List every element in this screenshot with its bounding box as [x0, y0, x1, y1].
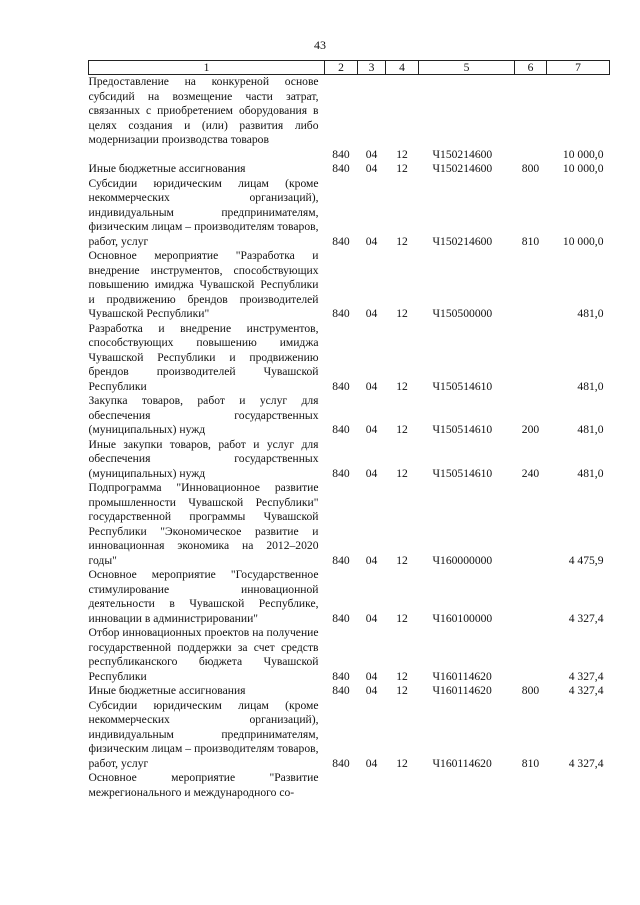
amount-cell	[547, 75, 610, 148]
target-article-cell: Ч160100000	[432, 611, 493, 625]
target-article-cell: Ч150214600	[432, 162, 493, 175]
item-name-cell: Основное мероприятие "Разработка и внедрение инструментов, способствующих повышению имиджа Чувашской Республики и продвижению брендов производителей Чувашской Республики"	[88, 249, 319, 320]
target-article-cell: Ч160000000	[432, 553, 493, 567]
subsection-code-cell: 12	[396, 553, 408, 567]
subsection-code-cell: 12	[396, 423, 408, 436]
subsection-code-cell: 12	[396, 162, 408, 175]
expense-type-cell: 800	[521, 684, 540, 697]
subsection-code-cell: 12	[396, 684, 408, 697]
section-code-cell: 04	[365, 234, 378, 248]
section-code-cell: 04	[365, 553, 378, 567]
amount-cell: 481,0	[577, 466, 604, 480]
section-code-cell: 04	[365, 147, 378, 161]
subsection-code-cell: 12	[396, 147, 408, 161]
expense-type-cell: 810	[521, 756, 540, 770]
ministry-code-cell: 840	[332, 307, 350, 320]
column-header-1: 1	[89, 61, 325, 75]
item-name-cell: Основное мероприятие "Развитие межрегионального и международного со-	[88, 771, 319, 799]
ministry-code-cell: 840	[332, 756, 350, 770]
section-code-cell: 04	[365, 466, 378, 480]
table-row	[89, 481, 610, 568]
section-code-cell: 04	[365, 684, 378, 697]
item-name-cell: Иные закупки товаров, работ и услуг для обеспечения государственных (муниципальных) нужд	[88, 437, 319, 480]
target-article-cell: Ч150514610	[432, 423, 493, 436]
expense-type-cell	[515, 75, 547, 148]
item-name-cell: Разработка и внедрение инструментов, способствующих повышению имиджа Чувашской Республики и продвижению брендов производителей Чувашской Республики	[88, 321, 319, 393]
section-code-cell: 04	[365, 669, 378, 683]
ministry-code-cell: 840	[332, 234, 350, 248]
item-name-cell: Иные бюджетные ассигнования	[88, 684, 246, 697]
expense-type-cell	[515, 771, 547, 800]
ministry-code-cell	[325, 771, 358, 800]
item-name-cell: Предоставление на конкуреной основе субсидий на возмещение части затрат, связанных с приобретением оборудования в целях создания и (или) развития либо модернизации производства товаров	[88, 75, 319, 146]
section-code-cell: 04	[365, 307, 378, 320]
subsection-code-cell	[386, 771, 419, 800]
section-code-cell: 04	[365, 611, 378, 625]
ministry-code-cell: 840	[332, 423, 350, 436]
expense-type-cell: 810	[521, 234, 540, 248]
expense-type-cell	[515, 249, 547, 322]
expense-type-cell: 240	[521, 466, 540, 480]
item-name-cell: Субсидии юридическим лицам (кроме некоммерческих организаций), индивидуальным предпринимателям, физическим лицам – производителям товаров, работ, услуг	[88, 698, 319, 770]
header-row	[89, 61, 610, 75]
table-row	[89, 148, 610, 163]
ministry-code-cell: 840	[332, 684, 350, 697]
table-row	[89, 626, 610, 684]
ministry-code-cell: 840	[332, 162, 350, 175]
column-header-4: 4	[386, 61, 419, 75]
ministry-code-cell: 840	[332, 379, 350, 393]
expense-type-cell	[515, 148, 547, 163]
subsection-code-cell: 12	[396, 756, 408, 770]
target-article-cell: Ч160114620	[432, 684, 492, 697]
amount-cell: 10 000,0	[562, 234, 604, 248]
expense-type-cell	[515, 626, 547, 684]
amount-cell: 4 327,4	[568, 684, 604, 697]
amount-cell: 4 327,4	[568, 611, 604, 625]
ministry-code-cell: 840	[332, 669, 350, 683]
item-name-cell: Отбор инновационных проектов на получение государственной поддержки за счет средств республиканского бюджета Чувашской Республики	[88, 626, 319, 683]
expense-type-cell	[515, 322, 547, 395]
column-header-5: 5	[419, 61, 515, 75]
table-row	[89, 771, 610, 800]
section-code-cell	[358, 75, 386, 148]
amount-cell: 481,0	[577, 307, 604, 320]
item-name-cell: Подпрограмма "Инновационное развитие промышленности Чувашской Республики" государственной программы Чувашской Республики "Экономическое развитие и инновационная экономика на 2012–2020 годы"	[88, 481, 319, 567]
ministry-code-cell: 840	[332, 611, 350, 625]
column-header-3: 3	[358, 61, 386, 75]
target-article-cell: Ч150514610	[432, 466, 493, 480]
column-header-2: 2	[325, 61, 358, 75]
amount-cell: 4 327,4	[568, 756, 604, 770]
subsection-code-cell: 12	[396, 234, 408, 248]
target-article-cell: Ч150214600	[432, 234, 493, 248]
table-body	[89, 75, 610, 801]
item-name-cell: Субсидии юридическим лицам (кроме некоммерческих организаций), индивидуальным предпринимателям, физическим лицам – производителям товаров, работ, услуг	[88, 176, 319, 248]
page-number: 43	[314, 38, 326, 52]
target-article-cell: Ч160114620	[432, 669, 492, 683]
section-code-cell: 04	[365, 162, 378, 175]
section-code-cell: 04	[365, 423, 378, 436]
section-code-cell: 04	[365, 379, 378, 393]
table-row	[89, 322, 610, 395]
expense-type-cell: 800	[521, 162, 540, 175]
amount-cell: 481,0	[577, 379, 604, 393]
section-code-cell	[358, 771, 386, 800]
item-name-cell: Закупка товаров, работ и услуг для обеспечения государственных (муниципальных) нужд	[88, 394, 319, 436]
amount-cell: 4 327,4	[568, 669, 604, 683]
table-row	[89, 162, 610, 177]
amount-cell: 4 475,9	[568, 553, 604, 567]
subsection-code-cell: 12	[396, 669, 408, 683]
table-row	[89, 249, 610, 322]
expense-type-cell: 200	[521, 423, 540, 436]
subsection-code-cell: 12	[396, 466, 408, 480]
column-header-6: 6	[515, 61, 547, 75]
amount-cell	[547, 771, 610, 800]
target-article-cell: Ч150214600	[432, 147, 493, 161]
item-name-cell: Иные бюджетные ассигнования	[88, 162, 246, 175]
target-article-cell: Ч150500000	[432, 307, 493, 320]
target-article-cell: Ч160114620	[432, 756, 492, 770]
ministry-code-cell: 840	[332, 147, 350, 161]
ministry-code-cell: 840	[332, 553, 350, 567]
item-name-cell: Основное мероприятие "Государственное стимулирование инновационной деятельности в Чувашской Республике, инновации в администрировании"	[88, 568, 319, 625]
amount-cell: 481,0	[577, 423, 604, 436]
subsection-code-cell	[386, 75, 419, 148]
expense-type-cell	[515, 568, 547, 626]
table-row	[89, 699, 610, 772]
table-row	[89, 684, 610, 699]
subsection-code-cell: 12	[396, 307, 408, 320]
subsection-code-cell: 12	[396, 611, 408, 625]
ministry-code-cell	[325, 75, 358, 148]
table-row	[89, 568, 610, 626]
table-row	[89, 394, 610, 438]
table-row	[89, 177, 610, 250]
amount-cell: 10 000,0	[562, 162, 604, 175]
table-row	[89, 75, 610, 148]
amount-cell: 10 000,0	[562, 147, 604, 161]
budget-table	[88, 60, 610, 800]
item-name-cell	[89, 148, 325, 163]
column-header-7: 7	[547, 61, 610, 75]
target-article-cell	[419, 771, 515, 800]
table-row	[89, 438, 610, 482]
target-article-cell: Ч150514610	[432, 379, 493, 393]
subsection-code-cell: 12	[396, 379, 408, 393]
ministry-code-cell: 840	[332, 466, 350, 480]
section-code-cell: 04	[365, 756, 378, 770]
expense-type-cell	[515, 481, 547, 568]
target-article-cell	[419, 75, 515, 148]
